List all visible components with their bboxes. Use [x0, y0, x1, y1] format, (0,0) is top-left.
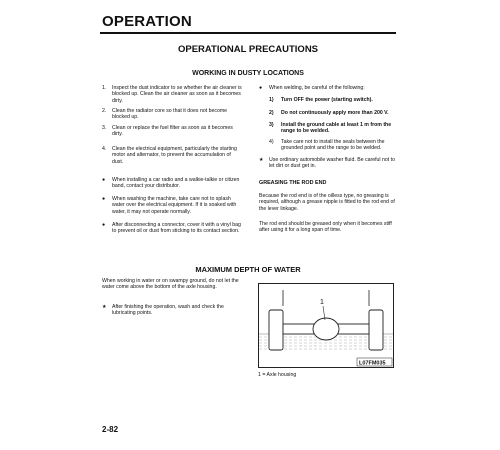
page-number: 2-82: [102, 425, 119, 434]
item-text: Clean the electrical equipment, particularly the starting motor and alternator, to prevent the accumulation of dust.: [112, 146, 237, 165]
step-marker: 3): [269, 122, 274, 128]
item-marker: 4.: [102, 146, 107, 152]
step-marker: 2): [269, 110, 274, 116]
figure-caption: 1 = Axle housing: [258, 372, 297, 378]
bullet-marker: ●: [259, 85, 263, 91]
subtitle-max-water-depth: MAXIMUM DEPTH OF WATER: [195, 265, 301, 274]
bullet-text: When installing a car radio and a walkie-talkie or citizen band, contact your distributor.: [112, 177, 240, 190]
item-marker: 3.: [102, 125, 107, 131]
star-text: After finishing the operation, wash and check the lubricating points.: [112, 304, 224, 317]
bullet-marker: ●: [102, 196, 106, 202]
greasing-paragraph-1: Because the rod end is of the oilless type, no greasing is required, although a grease nipple is fitted to the rod end of the lever linkage.: [259, 193, 395, 212]
bullet-marker: ●: [102, 222, 106, 228]
item-marker: 1.: [102, 85, 107, 91]
star-text: Use ordinary automobile washer fluid. Be careful not to let dirt or dust get in.: [269, 157, 396, 170]
callout-number: 1: [320, 299, 324, 306]
greasing-heading: GREASING THE ROD END: [259, 180, 327, 186]
step-text: Do not continuously apply more than 200 V.: [281, 110, 389, 116]
bullet-marker: ●: [102, 177, 106, 183]
water-intro: When working in water or on swampy ground, do not let the water come above the bottom of the axle housing.: [102, 278, 239, 291]
axle-housing-illustration: [259, 284, 393, 367]
step-marker: 4): [269, 139, 274, 145]
star-marker: ★: [259, 157, 264, 163]
star-marker: ★: [102, 304, 107, 310]
header-rule: [100, 32, 396, 34]
step-marker: 1): [269, 97, 274, 103]
item-marker: 2.: [102, 108, 107, 114]
bullet-text: After disconnecting a connector, cover it with a vinyl bag to prevent oil or dust from sticking to its contact section.: [112, 222, 241, 235]
right-wheel: [369, 310, 383, 350]
step-text: Turn OFF the power (starting switch).: [281, 97, 373, 103]
page-title: OPERATIONAL PRECAUTIONS: [177, 44, 319, 55]
section-header: OPERATION: [102, 13, 192, 30]
greasing-paragraph-2: The rod end should be greased only when it becomes stiff after using it for a long span of time.: [259, 221, 392, 234]
subtitle-dusty-locations: WORKING IN DUSTY LOCATIONS: [192, 70, 304, 77]
step-text: Install the ground cable at least 1 m from the range to be welded.: [281, 122, 392, 135]
figure-code: L07FM035: [359, 360, 386, 367]
item-text: Clean the radiator core so that it does not become blocked up.: [112, 108, 228, 121]
left-wheel: [269, 310, 283, 350]
differential-housing: [313, 318, 339, 340]
item-text: Inspect the dust indicator to se whether the air cleaner is blocked up. Clean the air cleaner as soon as it becomes dirty.: [112, 85, 242, 104]
bullet-text: When washing the machine, take care not to splash water over the electrical equipment. If it is soaked with water, it may not operate normally.: [112, 196, 237, 215]
axle-housing-figure: [258, 283, 394, 368]
bullet-text: When welding, be careful of the following:: [269, 85, 365, 91]
item-text: Clean or replace the fuel filter as soon as it becomes dirty.: [112, 125, 233, 138]
step-text: Take care not to install the seals between the grounded point and the range to be welded.: [281, 139, 385, 152]
